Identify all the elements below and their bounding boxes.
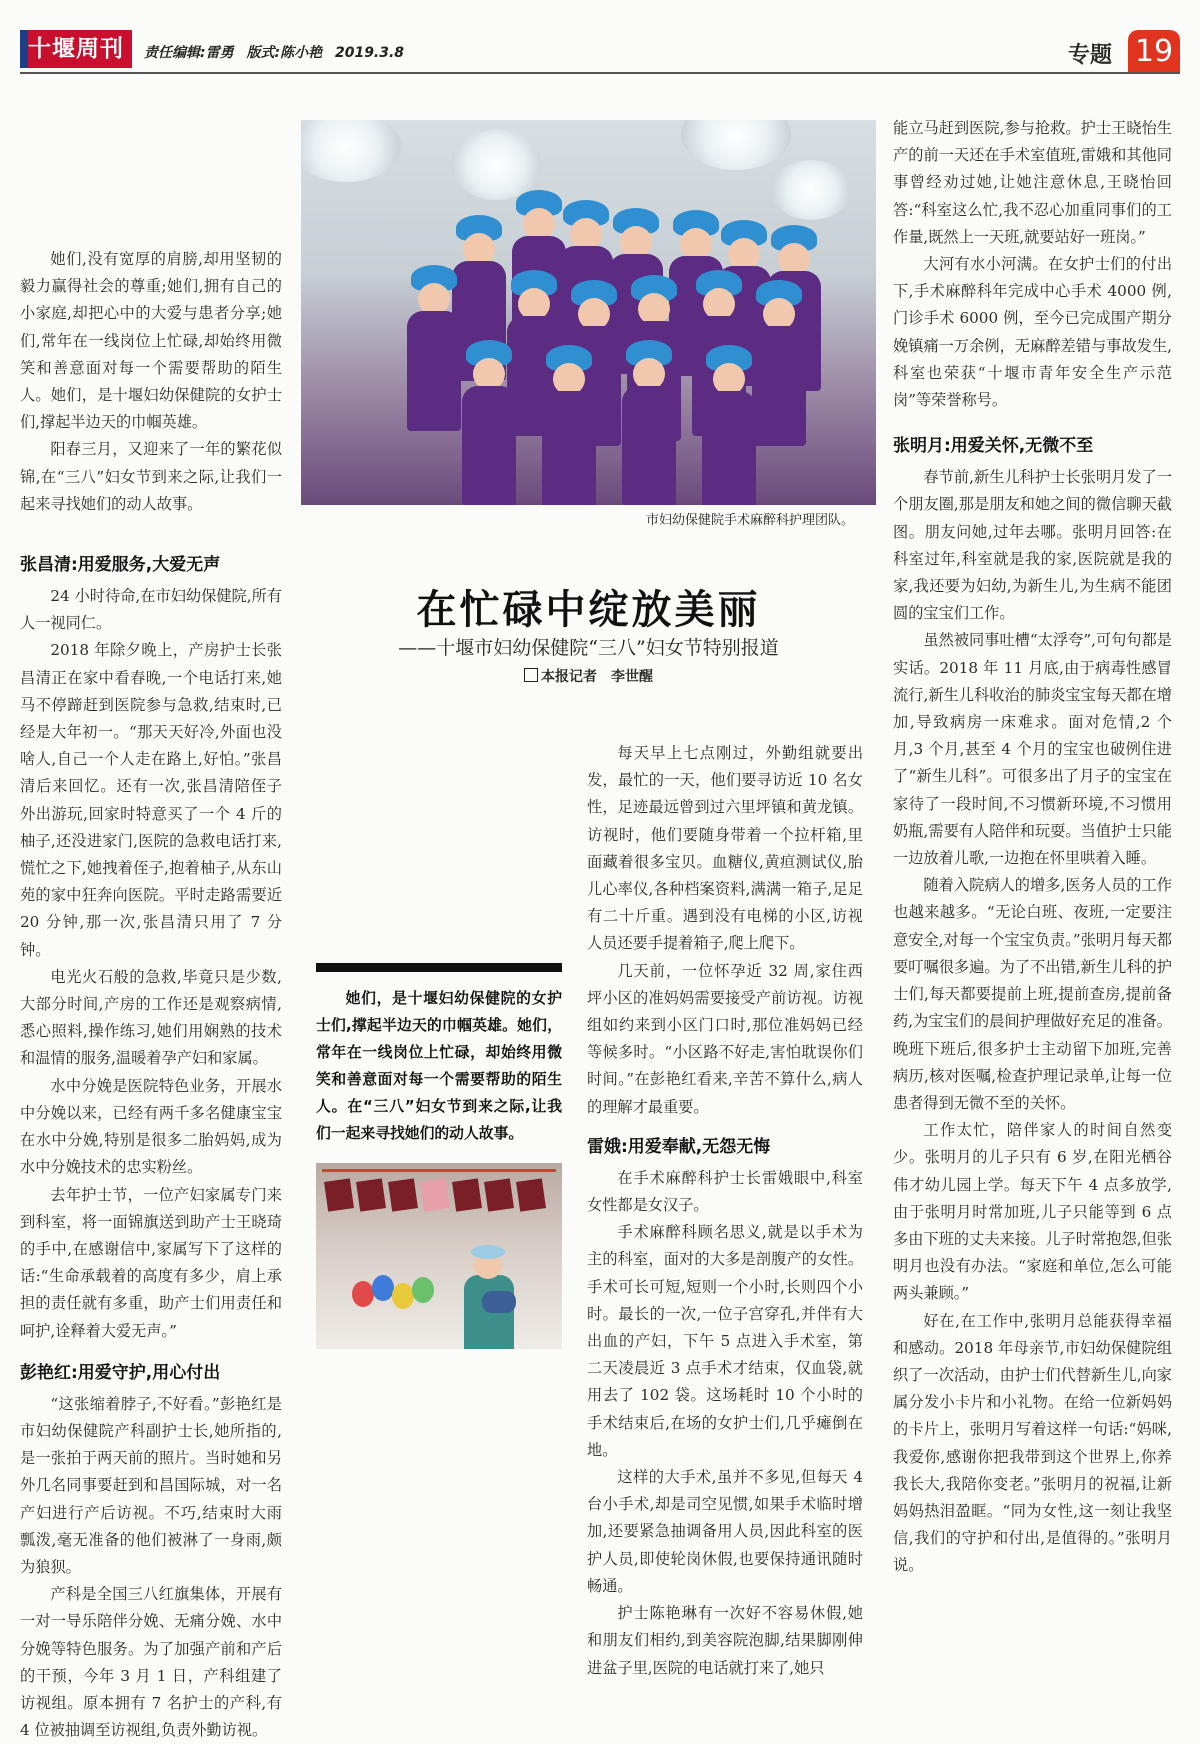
issue-meta <box>144 42 412 62</box>
newspaper-logo: 十堰周刊 <box>20 30 132 68</box>
nurse-with-baby-photo <box>316 1163 562 1349</box>
byline: 本报记者 李世醒 <box>301 666 876 686</box>
intro-paragraph: 她们,没有宽厚的肩膀,却用坚韧的毅力赢得社会的尊重;她们,拥有自己的小家庭,却把心中的大爱与患者分享;她们,常年在一线岗位上忙碌,却始终用微笑和善意面对每一个需要帮助的陌生人。她们，是十堰妇幼保健院的女护士们,撑起半边天的巾帼英雄。 <box>20 250 282 432</box>
section-heading-zhang-changqing: 张昌清:用爱服务,大爱无声 <box>20 555 221 576</box>
paragraph: 工作太忙，陪伴家人的时间自然变少。张明月的儿子只有 6 岁,在阳光栖谷伟才幼儿园上学。每天下午 4 点多放学,由于张明月时常加班,儿子只能等到 6 点多由下班的丈夫来接。儿子时常抱怨,但张明月也没有办法。“家庭和单位,怎么可能两头兼顾。” <box>893 1121 1172 1303</box>
paragraph: 春节前,新生儿科护士长张明月发了一个朋友圈,那是朋友和她之间的微信聊天截图。朋友问她,过年去哪。张明月回答:在科室过年,科室就是我的家,医院就是我的家,我还要为妇幼,为新生儿,为生病不能团圆的宝宝们工作。 <box>893 468 1172 623</box>
article-title: 在忙碌中绽放美丽 <box>416 586 761 633</box>
paragraph: 在手术麻醉科护士长雷娥眼中,科室女性都是女汉子。 <box>587 1168 863 1215</box>
section-heading-lei-e: 雷娥:用爱奉献,无怨无悔 <box>587 1136 771 1157</box>
paragraph: 这样的大手术,虽并不多见,但每天 4 台小手术,却是司空见惯,如果手术临时增加,还要紧急抽调备用人员,因此科室的医护人员,即使轮岗休假,也要保持通讯随时畅通。 <box>587 1468 863 1595</box>
header-rule <box>20 72 1180 74</box>
byline-box-icon <box>524 668 538 682</box>
pull-quote: 她们，是十堰妇幼保健院的女护士们,撑起半边天的巾帼英雄。她们，常年在一线岗位上忙碌，却始终用微笑和善意面对每一个需要帮助的陌生人。在“三八”妇女节到来之际,让我们一起来寻找她们的动人故事。 <box>316 990 562 1142</box>
paragraph: 去年护士节，一位产妇家属专门来到科室，将一面锦旗送到助产士王晓琦的手中,在感谢信中,家属写下了这样的话:“生命承载着的高度有多少，肩上承担的责任就有多重，助产士们用责任和呵护,诠释着大爱无声。” <box>20 1185 282 1340</box>
paragraph: 24 小时待命,在市妇幼保健院,所有人一视同仁。 <box>20 587 282 633</box>
paragraph: 大河有水小河满。在女护士们的付出下,手术麻醉科年完成中心手术 4000 例,门诊手术 6000 例，至今已完成围产期分娩镇痛一万余例，无麻醉差错与事故发生,科室也荣获“十堰市青年安全生产示范岗”等荣誉称号。 <box>893 255 1172 410</box>
paragraph: 能立马赶到医院,参与抢救。护士王晓怡生产的前一天还在手术室值班,雷娥和其他同事曾经劝过她,让她注意休息,王晓怡回答:“科室这么忙,我不忍心加重同事们的工作量,既然上一天班,就要站好一班岗。” <box>893 119 1172 246</box>
section-heading-zhang-mingyue: 张明月:用爱关怀,无微不至 <box>893 436 1094 457</box>
paragraph: 好在,在工作中,张明月总能获得幸福和感动。2018 年母亲节,市妇幼保健院组织了一次活动，由护士们代替新生儿,向家属分发小卡片和小礼物。在给一位新妈妈的卡片上，张明月写着这样一句话:“妈咪,我爱你,感谢你把我带到这个世界上,你养我长大,我陪你变老。”张明月的祝福,让新妈妈热泪盈眶。“同为女性,这一刻让我坚信,我们的守护和付出,是值得的。”张明月说。 <box>893 1311 1172 1575</box>
paragraph: 手术麻醉科顾名思义,就是以手术为主的科室，面对的大多是剖腹产的女性。手术可长可短,短则一个小时,长则四个小时。最长的一次,一位子宫穿孔,并伴有大出血的产妇，下午 5 点进入手术室，第二天凌晨近 3 点手术才结束，仅血袋,就用去了 102 袋。这场耗时 10 个小时的手术结束后,在场的女护士们,几乎瘫倒在地。 <box>587 1223 863 1459</box>
paragraph: 每天早上七点刚过，外勤组就要出发，最忙的一天，他们要寻访近 10 名女性，足迹最远曾到过六里坪镇和黄龙镇。访视时，他们要随身带着一个拉杆箱,里面藏着很多宝贝。血糖仪,黄疸测试仪,胎儿心率仪,各种档案资料,满满一箱子,足足有二十斤重。遇到没有电梯的小区,访视人员还要手提着箱子,爬上爬下。 <box>587 744 863 953</box>
article-subtitle: ——十堰市妇幼保健院“三八”妇女节特别报道 <box>398 637 779 659</box>
pull-quote-rule <box>316 963 562 972</box>
layout-credit: 版式:陈小艳 <box>246 45 323 61</box>
paragraph: 2018 年除夕晚上，产房护士长张昌清正在家中看春晚,一个电话打来,她马不停蹄赶到医院参与急救,结束时,已经是大年初一。“那天天好冷,外面也没啥人,自己一个人走在路上,好怕。”张昌清后来回忆。还有一次,张昌清陪侄子外出游玩,回家时特意买了一个 4 斤的柚子,还没进家门,医院的急救电话打来,慌忙之下,她拽着侄子,抱着柚子,从东山苑的家中狂奔向医院。平时走路需要近 20 分钟,那一次,张昌清只用了 7 分钟。 <box>20 641 282 959</box>
paragraph: 虽然被同事吐槽“太浮夸”,可句句都是实话。2018 年 11 月底,由于病毒性感冒流行,新生儿科收治的肺炎宝宝每天都在增加,导致病房一床难求。面对危情,2 个月,3 个月,甚至 4 个月的宝宝也破例住进了“新生儿科”。可很多出了月子的宝宝在家待了一段时间,不习惯新环境,不习惯用奶瓶,需要有人陪伴和玩耍。当值护士只能一边放着儿歌,一边抱在怀里哄着入睡。 <box>893 631 1172 868</box>
column-4 <box>893 115 1172 1580</box>
page-number: 19 <box>1128 30 1180 74</box>
editor-credit: 责任编辑:雷勇 <box>144 45 234 61</box>
paragraph: 随着入院病人的增多,医务人员的工作也越来越多。“无论白班、夜班,一定要注意安全,对每一个宝宝负责。”张明月每天都要叮嘱很多遍。为了不出错,新生儿科的护士们,每天都要提前上班,提前查房,提前备药,为宝宝们的晨间护理做好充足的准备。晚班下班后,很多护士主动留下加班,完善病历,核对医嘱,检查护理记录单,让每一位患者得到无微不至的关怀。 <box>893 876 1172 1112</box>
issue-date: 2019.3.8 <box>334 45 405 61</box>
section-heading-peng-yanhong: 彭艳红:用爱守护,用心付出 <box>20 1362 221 1383</box>
paragraph: 电光火石般的急救,毕竟只是少数,大部分时间,产房的工作还是观察病情,悉心照料,操作练习,她们用娴熟的技术和温情的服务,温暖着孕产妇和家属。 <box>20 967 282 1068</box>
paragraph: 几天前，一位怀孕近 32 周,家住西坪小区的准妈妈需要接受产前访视。访视组如约来到小区门口时,那位准妈妈已经等候多时。“小区路不好走,害怕耽误你们时间。”在彭艳红看来,辛苦不算什么,病人的理解才最重要。 <box>587 961 863 1116</box>
paragraph: 产科是全国三八红旗集体，开展有一对一导乐陪伴分娩、无痛分娩、水中分娩等特色服务。为了加强产前和产后的干预，今年 3 月 1 日，产科组建了访视组。原本拥有 7 名护士的产科,有 4 位被抽调至访视组,负责外勤访视。 <box>20 1585 282 1740</box>
photo-caption: 市妇幼保健院手术麻醉科护理团队。 <box>645 513 854 528</box>
intro-paragraph: 阳春三月，又迎来了一年的繁花似锦,在“三八”妇女节到来之际,让我们一起来寻找她们的动人故事。 <box>20 440 282 513</box>
team-photo <box>301 120 876 505</box>
paragraph: 护士陈艳琳有一次好不容易休假,她和朋友们相约,到美容院泡脚,结果脚刚伸进盆子里,医院的电话就打来了,她只 <box>587 1604 863 1677</box>
masthead <box>20 30 1180 72</box>
paragraph: “这张缩着脖子,不好看。”彭艳红是市妇幼保健院产科副护士长,她所指的,是一张拍于两天前的照片。当时她和另外几名同事要赶到和昌国际城，对一名产妇进行产后访视。不巧,结束时大雨瓢泼,毫无准备的他们被淋了一身雨,颇为狼狈。 <box>20 1394 282 1576</box>
column-1 <box>20 246 282 1744</box>
column-3 <box>587 740 863 1682</box>
paragraph: 水中分娩是医院特色业务，开展水中分娩以来，已经有两千多名健康宝宝在水中分娩,特别是很多二胎妈妈,成为水中分娩技术的忠实粉丝。 <box>20 1076 282 1177</box>
section-label: 专题 <box>1067 43 1112 68</box>
